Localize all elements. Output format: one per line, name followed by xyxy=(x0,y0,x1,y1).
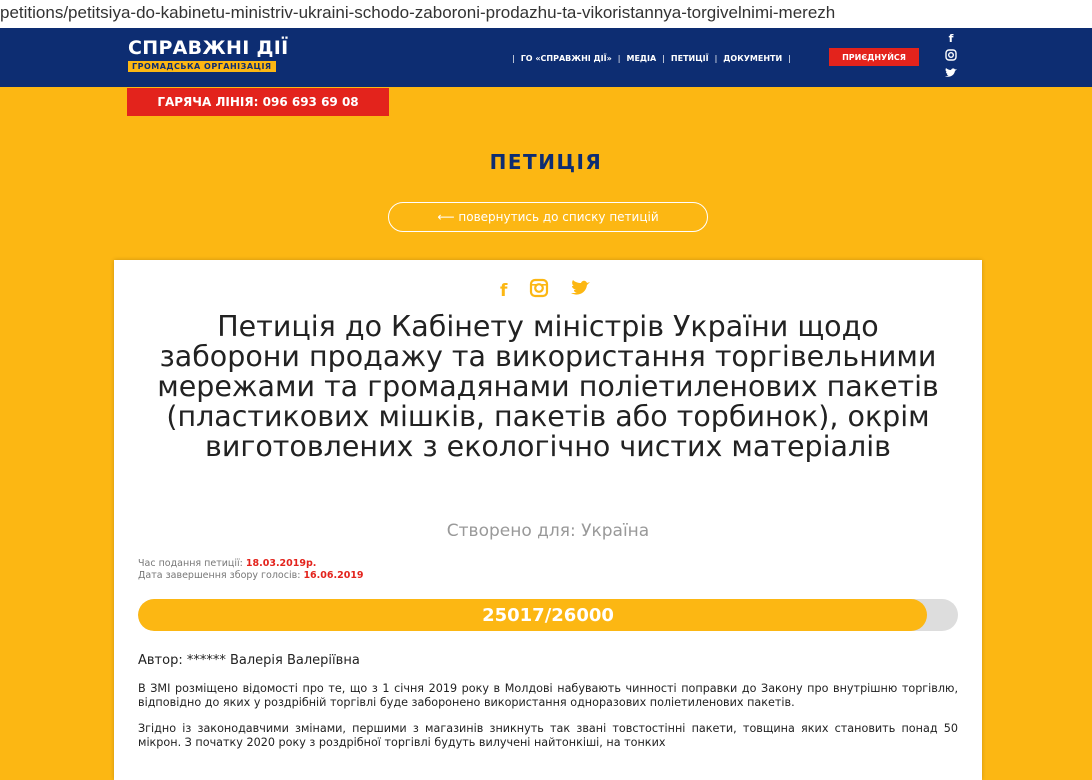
submitted-label: Час подання петиції: xyxy=(138,558,243,569)
logo-subtitle: ГРОМАДСЬКА ОРГАНІЗАЦІЯ xyxy=(128,61,276,72)
twitter-share-icon[interactable] xyxy=(571,280,591,301)
created-for: Створено для: Україна xyxy=(446,521,650,541)
petition-dates xyxy=(138,558,364,582)
url-text: petitions/petitsiya-do-kabinetu-ministriv-ukraini-schodo-zaboroni-prodazhu-ta-vikoristannya-torgivelnimi-merezh xyxy=(0,3,836,22)
twitter-icon[interactable] xyxy=(945,68,957,81)
main-nav: | ГО «СПРАВЖНІ ДІЇ» | МЕДІА | ПЕТИЦІЇ | ДОКУМЕНТИ | xyxy=(512,53,791,63)
header-social xyxy=(942,32,960,81)
nav-item-media[interactable]: МЕДІА xyxy=(626,53,657,63)
petition-body xyxy=(138,682,958,762)
end-label: Дата завершення збору голосів: xyxy=(138,570,301,581)
nav-item-org[interactable]: ГО «СПРАВЖНІ ДІЇ» xyxy=(520,53,612,63)
petition-title: Петиція до Кабінету міністрів України щодо заборони продажу та використання торгівельними мережами та громадянами поліетиленових пакетів (пластикових мішків, пакетів або торбинок), окрім виготовлених з екологічно чистих матеріалів xyxy=(157,310,939,463)
page-title: ПЕТИЦІЯ xyxy=(489,150,603,174)
petition-author: Автор: ****** Валерія Валеріївна xyxy=(138,653,360,668)
nav-item-documents[interactable]: ДОКУМЕНТИ xyxy=(723,53,783,63)
end-row xyxy=(138,570,364,582)
instagram-icon[interactable] xyxy=(945,49,957,64)
progress-count: 25017/26000 xyxy=(482,604,614,626)
facebook-icon[interactable]: f xyxy=(948,32,954,45)
site-logo[interactable]: СПРАВЖНІ ДІЇ xyxy=(128,37,289,59)
submitted-row xyxy=(138,558,364,570)
site-header xyxy=(0,28,1092,87)
nav-item-petitions[interactable]: ПЕТИЦІЇ xyxy=(670,53,709,63)
submitted-date: 18.03.2019р. xyxy=(245,558,317,569)
browser-url-bar[interactable] xyxy=(0,0,1092,28)
petition-card xyxy=(114,260,982,780)
back-to-petitions-button[interactable]: ⟵ повернутись до списку петицій xyxy=(388,202,708,232)
instagram-share-icon[interactable] xyxy=(529,278,549,303)
body-paragraph: Згідно із законодавчими змінами, першими з магазинів зникнуть так звані товстостінні пакети, товщина яких становить понад 50 мікрон. З початку 2020 року з роздрібної торгівлі будуть вилучені найтонкіші, на тонких xyxy=(138,722,958,749)
signature-progress-bar xyxy=(138,599,958,631)
end-date: 16.06.2019 xyxy=(303,570,364,581)
share-icons xyxy=(500,278,591,303)
join-button[interactable]: ПРИЄДНУЙСЯ xyxy=(829,48,919,66)
facebook-share-icon[interactable]: f xyxy=(500,280,508,301)
body-paragraph: В ЗМІ розміщено відомості про те, що з 1 січня 2019 року в Молдові набувають чинності поправки до Закону про внутрішню торгівлю, відповідно до яких у роздрібній торгівлі буде заборонено використання одноразових поліетиленових пакетів. xyxy=(138,682,958,709)
hotline-banner[interactable]: ГАРЯЧА ЛІНІЯ: 096 693 69 08 xyxy=(127,88,389,116)
